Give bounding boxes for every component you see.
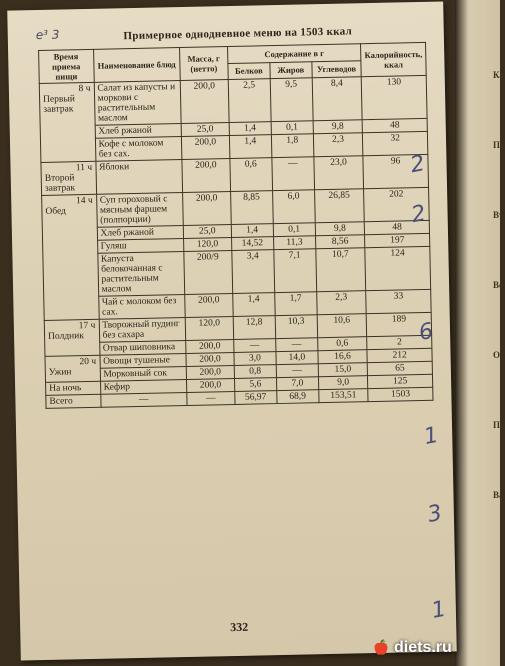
carbs-cell: 10,7: [315, 248, 365, 292]
header-fat: Жиров: [270, 61, 312, 78]
protein-cell: 1,4: [231, 224, 273, 238]
protein-cell: 0,8: [234, 365, 276, 379]
corner-note: е³ 3: [35, 27, 60, 43]
header-dish: Наименование блюд: [93, 48, 180, 83]
fat-cell: 9,5: [270, 78, 313, 122]
page-number: 332: [230, 619, 249, 635]
dish-cell: Хлеб ржаной: [97, 225, 184, 240]
kcal-cell: 32: [363, 131, 428, 155]
kcal-cell: 33: [366, 289, 431, 313]
protein-cell: 3,0: [234, 352, 276, 366]
handwritten-mark: 1: [421, 422, 441, 450]
protein-cell: 3,4: [232, 250, 275, 294]
mass-cell: 200,0: [186, 365, 234, 379]
meal-time-cell: [42, 194, 99, 320]
kcal-cell: 189: [366, 312, 431, 336]
meal-time-cell: [41, 161, 96, 195]
apple-logo-icon: [372, 639, 390, 657]
dish-cell: Отвар шиповника: [99, 340, 186, 355]
kcal-cell: 212: [367, 348, 432, 362]
meal-name: Первый завтрак: [43, 94, 75, 115]
meal-time-cell: [45, 355, 100, 382]
adjacent-page: [455, 0, 505, 666]
carbs-cell: 8,56: [315, 235, 365, 249]
page-title: Примерное однодневное меню на 1503 ккал: [123, 25, 353, 43]
meal-name: Второй завтрак: [44, 173, 76, 194]
protein-cell: 8,85: [230, 191, 273, 225]
fat-cell: —: [276, 364, 318, 378]
dish-cell: Творожный пудинг без сахара: [99, 317, 186, 342]
kcal-cell: 48: [362, 118, 427, 132]
dish-cell: Морковный сок: [100, 366, 187, 381]
fat-cell: 1,8: [271, 134, 313, 158]
menu-table: [38, 42, 433, 409]
dish-cell: Хлеб ржаной: [95, 124, 182, 139]
dish-cell: Чай с молоком без сах.: [98, 294, 185, 319]
total-kcal: 1503: [368, 387, 433, 401]
handwritten-mark: 6: [416, 318, 436, 347]
fat-cell: 11,3: [273, 236, 315, 250]
book-page: [7, 2, 457, 661]
meal-time-cell: [44, 319, 99, 356]
fat-cell: 0,1: [271, 121, 313, 135]
mass-cell: 200,0: [183, 192, 231, 226]
meal-time: 17 ч: [78, 320, 96, 332]
header-mass: Масса, г (нетто): [180, 47, 228, 81]
carbs-cell: 23,0: [314, 156, 364, 190]
kcal-cell: 96: [363, 154, 428, 188]
kcal-cell: 197: [365, 233, 430, 247]
mass-cell: 25,0: [183, 224, 231, 238]
adjacent-page-fragment: Вт: [493, 210, 504, 220]
carbs-cell: 8,4: [312, 77, 362, 121]
meal-time-cell: [46, 381, 101, 395]
carbs-cell: 2,3: [313, 133, 363, 157]
total-dish: —: [100, 392, 187, 407]
fat-cell: —: [272, 157, 315, 191]
header-kcal: Калорийность, ккал: [361, 42, 426, 76]
fat-cell: 7,1: [274, 249, 317, 293]
fat-cell: 0,1: [273, 223, 315, 237]
protein-cell: 1,4: [229, 122, 271, 136]
meal-time: 8 ч: [78, 83, 91, 95]
dish-cell: Капуста белокочанная с растительным маслом: [97, 251, 184, 296]
header-carbs: Углеводов: [312, 60, 362, 78]
carbs-cell: 2,3: [316, 291, 366, 315]
header-content: Содержание в г: [227, 44, 361, 63]
site-watermark: [372, 636, 452, 660]
kcal-cell: 65: [368, 361, 433, 375]
carbs-cell: 9,8: [313, 120, 363, 134]
protein-cell: 2,5: [228, 79, 271, 123]
mass-cell: 200,0: [187, 378, 235, 392]
mass-cell: 200,0: [186, 352, 234, 366]
meal-time: 14 ч: [76, 195, 93, 207]
fat-cell: 6,0: [272, 190, 315, 224]
adjacent-page-fragment: Пе: [493, 140, 504, 150]
protein-cell: 5,6: [234, 378, 276, 392]
watermark-text: diets.ru: [394, 639, 452, 656]
kcal-cell: 130: [362, 75, 428, 119]
handwritten-mark: 2: [408, 150, 427, 179]
mass-cell: 120,0: [185, 316, 233, 340]
fat-cell: 10,3: [275, 315, 317, 339]
mass-cell: 200,0: [181, 136, 229, 160]
kcal-cell: 2: [367, 335, 432, 349]
kcal-cell: 202: [364, 187, 429, 221]
total-carbs: 153,51: [318, 389, 368, 403]
adjacent-page-fragment: О: [493, 350, 501, 360]
mass-cell: 25,0: [181, 123, 229, 137]
mass-cell: 200,0: [185, 293, 233, 317]
protein-cell: 1,4: [232, 293, 275, 317]
adjacent-page-fragment: Ка: [493, 70, 504, 80]
meal-time-cell: [39, 82, 95, 162]
carbs-cell: 16,6: [318, 350, 368, 364]
kcal-cell: 124: [365, 246, 431, 290]
carbs-cell: 15,0: [318, 363, 368, 377]
carbs-cell: 10,6: [317, 314, 367, 338]
meal-name: Полдник: [47, 331, 85, 342]
kcal-cell: 48: [365, 220, 430, 234]
carbs-cell: 0,6: [317, 337, 367, 351]
carbs-cell: 9,0: [318, 376, 368, 390]
meal-name: На ночь: [49, 383, 82, 394]
carbs-cell: 9,8: [315, 222, 365, 236]
handwritten-mark: 3: [425, 500, 445, 528]
protein-cell: —: [233, 339, 275, 353]
protein-cell: 12,8: [233, 316, 276, 340]
dish-cell: Гуляш: [97, 238, 184, 253]
dish-cell: Кофе с молоком без сах.: [95, 137, 182, 162]
dish-cell: Суп гороховый с мясным фаршем (полпорции): [96, 193, 183, 228]
total-label: Всего: [46, 394, 101, 408]
handwritten-mark: 2: [409, 200, 428, 229]
total-mass: —: [187, 391, 235, 405]
menu-table-body: [39, 75, 433, 408]
dish-cell: Кефир: [100, 379, 187, 394]
total-fat: 68,9: [277, 390, 319, 404]
dish-cell: Яблоки: [95, 160, 182, 195]
adjacent-page-fragment: Ва: [493, 490, 504, 500]
mass-cell: 200/9: [184, 250, 233, 294]
mass-cell: 200,0: [186, 339, 234, 353]
dish-cell: Салат из капусты и моркови с растительным маслом: [94, 81, 181, 126]
adjacent-page-fragment: По: [493, 420, 505, 430]
mass-cell: 200,0: [180, 80, 229, 124]
protein-cell: 0,6: [230, 158, 273, 192]
carbs-cell: 26,85: [314, 189, 364, 223]
fat-cell: 14,0: [276, 351, 318, 365]
total-protein: 56,97: [235, 391, 277, 405]
fat-cell: 1,7: [275, 292, 317, 316]
protein-cell: 14,52: [231, 237, 273, 251]
header-protein: Белков: [228, 62, 270, 79]
adjacent-page-fragment: Ве: [493, 280, 503, 290]
mass-cell: 200,0: [182, 159, 230, 193]
fat-cell: —: [276, 338, 318, 352]
mass-cell: 120,0: [184, 237, 232, 251]
meal-name: Обед: [45, 206, 67, 217]
meal-name: Ужин: [48, 367, 72, 378]
meal-time: 11 ч: [75, 162, 93, 174]
dish-cell: Овощи тушеные: [100, 353, 187, 368]
fat-cell: 7,0: [276, 377, 318, 391]
handwritten-mark: 1: [429, 596, 449, 624]
header-time: Время приема пищи: [39, 49, 94, 83]
kcal-cell: 125: [368, 374, 433, 388]
meal-time: 20 ч: [79, 356, 97, 368]
protein-cell: 1,4: [229, 135, 272, 159]
